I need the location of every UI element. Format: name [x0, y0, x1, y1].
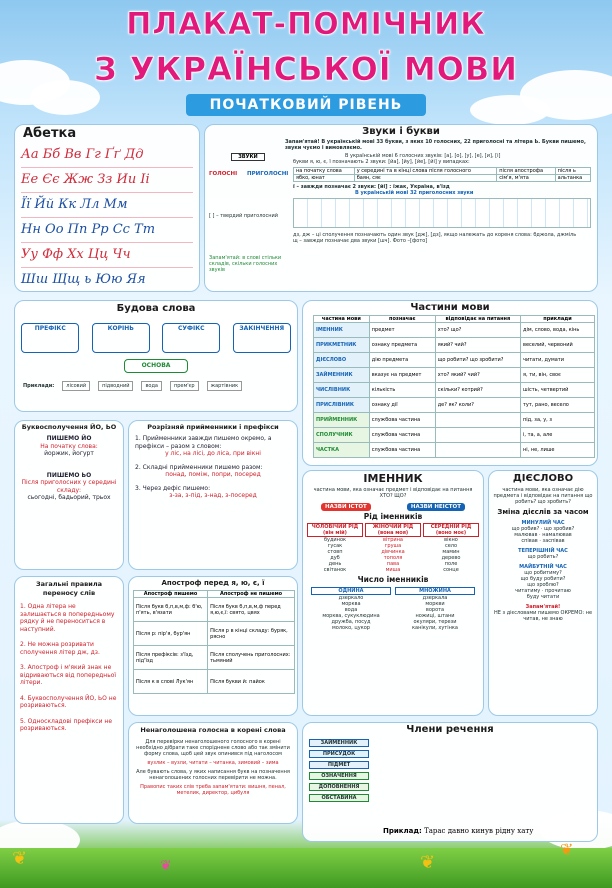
apostrophe-cell: Після префіксів: з'їзд, під'їзд [134, 646, 208, 670]
shch-note: щ – завжди позначає два звуки [шч]. Фото –[фото] [293, 238, 428, 244]
noun-word: дзеркала [422, 595, 448, 601]
noun-kinds [303, 503, 483, 511]
unstressed-list: Правопис таких слів треба запам'ятати: вишня, пенал, метелик, директор, цибуля [140, 784, 286, 796]
noun-word: світанок [323, 567, 347, 573]
yo-head: ПИШЕМО ЙО [46, 435, 92, 442]
structure-example: жартівник [207, 381, 243, 391]
feminine-col [365, 523, 421, 573]
apostrophe-table [133, 590, 295, 694]
parts-of-speech-panel [302, 300, 598, 466]
abetka-lines [21, 143, 193, 292]
yo-example: йоржик, йогурт [44, 450, 94, 457]
tense-question: що буду робити? [520, 576, 566, 582]
case-cell: у середині та в кінці слова після голосного [354, 168, 497, 175]
io-rule: Після приголосних у середині складу: [21, 479, 117, 494]
pos-question: де? як? коли? [435, 398, 520, 413]
noun-panel [302, 470, 484, 716]
subtitle-text: ПОЧАТКОВИЙ РІВЕНЬ [209, 97, 403, 113]
apostrophe-cell: Після букви й: пайок [208, 670, 295, 694]
noun-word: вода [344, 607, 358, 613]
pos-question [435, 413, 520, 428]
apostrophe-cell: Після р: пір'я, бур'ян [134, 622, 208, 646]
noun-word: канікули, хутінка [412, 625, 458, 631]
example-sentence: Тарас давно кинув рідну хату [424, 827, 534, 835]
pos-example: ні, не, лише [521, 443, 595, 458]
col-header: позначає [369, 316, 435, 323]
pos-question: скільки? котрий? [435, 383, 520, 398]
pos-example: я, ти, він, своє [521, 368, 595, 383]
butterfly-icon: ❦ [420, 852, 436, 873]
abetka-row: Аа Бб Вв Гг Ґґ Дд [21, 143, 193, 168]
noun-word: миша [385, 567, 401, 573]
pos-example: тут, рано, весело [521, 398, 595, 413]
apostrophe-title: Апостроф перед я, ю, є, ї [161, 579, 265, 587]
verb-word: малював [514, 532, 538, 538]
tense-question: що зроблю? [527, 582, 559, 588]
consonants-label: ПРИГОЛОСНІ [247, 171, 289, 177]
noun-word: моркви [425, 601, 445, 607]
gender-label: ЖІНОЧИЙ РІД (вона моя) [365, 523, 421, 537]
verb-panel: ДІЄСЛОВО частина мови, яка означає дію предмета і відповідає на питання що робить? що зробить? Зміна дієслів за часом МИНУЛИЙ ЧАС що робив? · що зробив? малював · намалював співав · заспівав ТЕПЕРІШНІЙ ЧАС що робить? МАЙБУТНІЙ ЧАС що робитиму? що буду робити? що зроблю? читатиму · прочитаю буду читати Запам'ятай! НЕ з дієсловами пишемо ОКРЕМО: не читав, не знаю [488, 470, 598, 716]
noun-word: дерево [441, 555, 461, 561]
example-cell: альтанка [555, 175, 590, 182]
ending-box: ЗАКІНЧЕННЯ [233, 323, 291, 353]
ii-note: ї – завжди позначає 2 звуки: [йі] : їжак, Україна, в'їзд [293, 184, 450, 190]
apostrophe-cell: Після сполучень приголосних: тьмяний [208, 646, 295, 670]
example-cell: сім'я, м'ята [497, 175, 555, 182]
pos-question: хто? що? [435, 323, 520, 338]
apostrophe-col: Апостроф не пишемо [208, 591, 295, 598]
sounds-diagram [209, 151, 287, 227]
rule-item: 3. Апостроф і м'який знак не відриваються від попередньої літери. [20, 664, 117, 686]
structure-example: підводний [98, 381, 133, 391]
abetka-row: Шш Щщ ь Юю Яя [21, 272, 146, 287]
col-header: частина мови [314, 316, 370, 323]
future-label: МАЙБУТНІЙ ЧАС [519, 564, 567, 570]
tense-question: що робитиму? [524, 570, 562, 576]
tense-question: що зробив? [544, 526, 575, 532]
inanimate-label: НАЗВИ НЕІСТОТ [407, 503, 465, 511]
verb-word: прочитаю [544, 588, 571, 594]
tense-title: Зміна дієслів за часом [497, 508, 589, 516]
remember-label: Запам'ятай! [525, 604, 561, 610]
noun-word: морква [341, 601, 361, 607]
unstressed-text: Для перевірки ненаголошеного голосного в корені необхідно дібрати таке споріднене слово або так змінити форму слова, щоб цей звук опинився під наголосом [136, 739, 290, 757]
noun-title: ІМЕННИК [363, 472, 423, 485]
pos-example: веселий, червоний [521, 338, 595, 353]
sentence-example [383, 827, 533, 835]
noun-word: поле [444, 561, 458, 567]
butterfly-icon: ❦ [160, 858, 172, 874]
rule-item: 4. Буквосполучення ЙО, ЬО не розриваються. [20, 694, 117, 709]
pos-means: ознаку предмета [369, 338, 435, 353]
member-item: ОЗНАЧЕННЯ [309, 772, 369, 780]
hyphenation-title: Загальні правила переносу слів [36, 580, 102, 597]
noun-desc: частина мови, яка означає предмет і відповідає на питання ХТО? ЩО? [313, 487, 473, 499]
singular-col [311, 587, 391, 631]
apostrophe-cell: Після букв б,п,в,м,ф: б'ю, п'ять, в'язати [134, 598, 208, 622]
example-label: Приклад: [383, 827, 422, 835]
number-title: Число іменників [357, 575, 429, 584]
word-structure-title: Будова слова [116, 303, 196, 314]
vowels-label: ГОЛОСНІ [209, 171, 238, 177]
structure-example: вода [141, 381, 162, 391]
word-structure-panel [14, 300, 298, 412]
pos-question: що робити? що зробити? [435, 353, 520, 368]
gender-title: Рід іменників [363, 512, 423, 521]
noun-word: пава [386, 561, 400, 567]
prep-line: у ліс, на лісі, до ліса, при вікні [165, 450, 261, 457]
example-cell: баян, сяє [354, 175, 497, 182]
tense-question: що робить? [527, 554, 559, 560]
abetka-row: Нн Оо Пп Рр Сс Тт [21, 218, 193, 243]
poster-title: ПЛАКАТ-ПОМІЧНИК [126, 7, 486, 42]
hyphenation-panel [14, 576, 124, 824]
unstressed-example: вузлик – вузли, читати – читанка, зимовий – зима [147, 760, 279, 766]
member-item: ПІДМЕТ [309, 761, 369, 769]
gender-columns [303, 523, 483, 573]
sentence-members-title: Члени речення [406, 724, 494, 735]
abetka-row: Уу Фф Хх Цц Чч [21, 243, 193, 268]
number-columns [303, 587, 483, 631]
ne-rule: НЕ з дієсловами пишемо ОКРЕМО: не читав, не знаю [493, 610, 593, 622]
animate-label: НАЗВИ ІСТОТ [321, 503, 371, 511]
pos-name: ПРИСЛІВНИК [314, 398, 370, 413]
cloud [470, 95, 550, 125]
sounds-label: ЗВУКИ [231, 153, 265, 161]
unstressed-panel [128, 722, 298, 824]
apostrophe-panel [128, 576, 298, 716]
yo-rule: На початку слова: [40, 442, 98, 450]
neuter-col [423, 523, 479, 573]
poster-title-line2: З УКРАЇНСЬКОЇ МОВИ [93, 50, 519, 88]
noun-word: село [444, 543, 458, 549]
pos-question [435, 428, 520, 443]
prefix-box: ПРЕФІКС [21, 323, 79, 353]
unstressed-rule: Але бувають слова, у яких написання букв на позначення ненаголошених голосних перевірити не можна. [136, 769, 290, 781]
sounds-intro: Запам'ятай! В українській мові 33 букви, з яких 10 голосних, 22 приголосні та літера Ь. Букви пишемо, звуки чуємо і вимовляємо. [285, 139, 586, 151]
remember-syllables: Запам'ятай: в слові стільки складів, скільки голосних звуків [209, 255, 282, 273]
noun-word: ворота [425, 607, 445, 613]
prepositions-title: Розрізняй прийменники і префікси [147, 423, 279, 431]
yo-panel [14, 420, 124, 570]
case-cell: після апострофа [497, 168, 555, 175]
example-cell: ябко, юнат [294, 175, 355, 182]
apostrophe-col: Апостроф пишемо [134, 591, 208, 598]
parts-table [313, 315, 595, 458]
iotated-table [293, 167, 591, 182]
pos-name: ДІЄСЛОВО [314, 353, 370, 368]
prep-line: 2. Складні прийменники пишемо разом: [135, 463, 263, 471]
member-item: ОБСТАВИНА [309, 794, 369, 802]
noun-word: вітрина [382, 537, 403, 543]
root-box: КОРІНЬ [92, 323, 150, 353]
verb-title: ДІЄСЛОВО [512, 473, 574, 484]
pos-example: читати, думати [521, 353, 595, 368]
pos-means: кількість [369, 383, 435, 398]
yo-title: Буквосполучення ЙО, ЬО [21, 423, 117, 431]
pos-question: хто? який? чий? [435, 368, 520, 383]
pos-name: ІМЕННИК [314, 323, 370, 338]
io-head: ПИШЕМО ЬО [46, 471, 92, 479]
prep-line: понад, поміж, попри, посеред [165, 471, 261, 478]
pos-name: ЧАСТКА [314, 443, 370, 458]
pos-question: який? чий? [435, 338, 520, 353]
noun-word: стовп [327, 549, 343, 555]
noun-word: сонце [443, 567, 459, 573]
pos-name: ПРИКМЕТНИК [314, 338, 370, 353]
prep-line: 3. Через дефіс пишемо: [135, 484, 211, 492]
pos-means: дію предмета [369, 353, 435, 368]
unstressed-title: Ненаголошена голосна в корені слова [140, 726, 286, 734]
sentence-members-panel [302, 722, 598, 842]
sounds-title: Звуки і букви [362, 126, 440, 137]
suffix-box: СУФІКС [162, 323, 220, 353]
noun-word: дівчинка [381, 549, 405, 555]
col-header: приклади [521, 316, 595, 323]
noun-word: гусак [327, 543, 343, 549]
verb-word: буду читати [526, 594, 560, 600]
member-item: ПРИСУДОК [309, 750, 369, 758]
number-label: ОДНИНА [311, 587, 391, 595]
plural-col [395, 587, 475, 631]
abetka-row: Ее Єє Жж Зз Ии Іі [21, 168, 193, 193]
members-list [303, 737, 375, 804]
grass [0, 848, 612, 888]
pos-means: службова частина [369, 413, 435, 428]
pos-question [435, 443, 520, 458]
pos-example: під, за, у, з [521, 413, 595, 428]
noun-word: тополя [383, 555, 403, 561]
noun-word: день [328, 561, 342, 567]
gender-label: СЕРЕДНІЙ РІД (воно моє) [423, 523, 479, 537]
sounds-panel [204, 124, 598, 292]
case-cell: на початку слова [294, 168, 355, 175]
tense-question: що робив? [511, 526, 540, 532]
iotated-note: букви я, ю, є, ї позначають 2 звуки: [йа], [йу], [йе], [йі] у випадках: [293, 159, 470, 165]
noun-word: морква, сукуклюдина [322, 613, 380, 619]
parts-of-speech-title: Частини мови [410, 302, 490, 313]
verb-desc: частина мови, яка означає дію предмета і відповідає на питання що робить? що зробить? [493, 487, 593, 505]
structure-example: прем'єр [170, 381, 199, 391]
noun-word: дружба, посуд [331, 619, 371, 625]
abetka-title: Абетка [23, 126, 77, 141]
butterfly-icon: ❦ [12, 848, 28, 869]
structure-examples [23, 381, 297, 391]
past-label: МИНУЛИЙ ЧАС [521, 520, 565, 526]
base-label: ОСНОВА [124, 359, 188, 373]
verb-word: заспівав [542, 538, 565, 544]
rule-item: 2. Не можна розривати сполучення літер дж, дз. [20, 641, 100, 656]
masculine-col [307, 523, 363, 573]
abetka-row: Її Йй Кк Лл Мм [21, 193, 193, 218]
pos-means: службова частина [369, 443, 435, 458]
pos-name: СПОЛУЧНИК [314, 428, 370, 443]
prep-line: з-за, з-під, з-над, з-посеред [169, 492, 257, 499]
morpheme-row [15, 323, 297, 353]
pos-example: дім, слово, вода, кінь [521, 323, 595, 338]
rule-item: 5. Односкладові префікси не розриваються. [20, 717, 113, 732]
noun-word: дзеркало [338, 595, 364, 601]
examples-label: Приклади: [23, 383, 55, 389]
noun-word: молоко, цукор [332, 625, 370, 631]
verb-word: читатиму [515, 588, 541, 594]
pos-name: ЗАЙМЕННИК [314, 368, 370, 383]
noun-word: груша [384, 543, 402, 549]
verb-word: співав [521, 538, 538, 544]
prep-line: 1. Прийменники завжди пишемо окремо, а префікси – разом з словом: [135, 435, 272, 450]
noun-word: вікно [444, 537, 458, 543]
butterfly-icon: ❦ [560, 840, 574, 859]
dz-note: дз, дж – ці сполучення позначають один звук [дж], [дз], якщо належать до кореня слова: бджола, джміль [293, 232, 577, 238]
member-item: ДОПОВНЕННЯ [309, 783, 369, 791]
pos-means: ознаку дії [369, 398, 435, 413]
consonant-grid [293, 198, 591, 228]
col-header: відповідає на питання [435, 316, 520, 323]
noun-word: ножиці, штани [415, 613, 455, 619]
apostrophe-cell: Після букв б,п,в,м,ф перед я,ю,є,ї: свято, цвях [208, 598, 295, 622]
pos-means: вказує на предмет [369, 368, 435, 383]
consonants-title: В українській мові 32 приголосних звуки [355, 190, 474, 196]
abetka-panel [14, 124, 200, 292]
pos-example: шість, четвертий [521, 383, 595, 398]
pos-means: службова частина [369, 428, 435, 443]
apostrophe-cell: Після к в слові Лук'ян [134, 670, 208, 694]
noun-word: мамин [442, 549, 460, 555]
noun-word: дуб [330, 555, 340, 561]
number-label: МНОЖИНА [395, 587, 475, 595]
io-example: сьогодні, бадьорий, трьох [27, 494, 111, 501]
member-item: ЗАЙМЕННИК [309, 739, 369, 747]
case-cell: після ь [555, 168, 590, 175]
noun-word: будинок [323, 537, 347, 543]
gender-label: ЧОЛОВІЧИЙ РІД (він мій) [307, 523, 363, 537]
noun-word: окуляри, терези [413, 619, 457, 625]
poster-subtitle [186, 94, 426, 116]
verb-word: намалював [542, 532, 572, 538]
hard-note: [ ] – твердий приголосний [209, 213, 278, 219]
pos-means: предмет [369, 323, 435, 338]
apostrophe-cell: Після р в кінці складу: буряк, рясно [208, 622, 295, 646]
structure-example: лісовий [62, 381, 90, 391]
rule-item: 1. Одна літера не залишається в попередньому рядку й не переноситься в наступний. [20, 603, 115, 633]
present-label: ТЕПЕРІШНІЙ ЧАС [518, 548, 568, 554]
pos-example: і, та, а, але [521, 428, 595, 443]
prepositions-panel [128, 420, 298, 570]
pos-name: ПРИЙМЕННИК [314, 413, 370, 428]
pos-name: ЧИСЛІВНИК [314, 383, 370, 398]
vowels-note: В українській мові 6 голосних звуків: [а], [о], [у], [е], [и], [і] [345, 153, 501, 159]
